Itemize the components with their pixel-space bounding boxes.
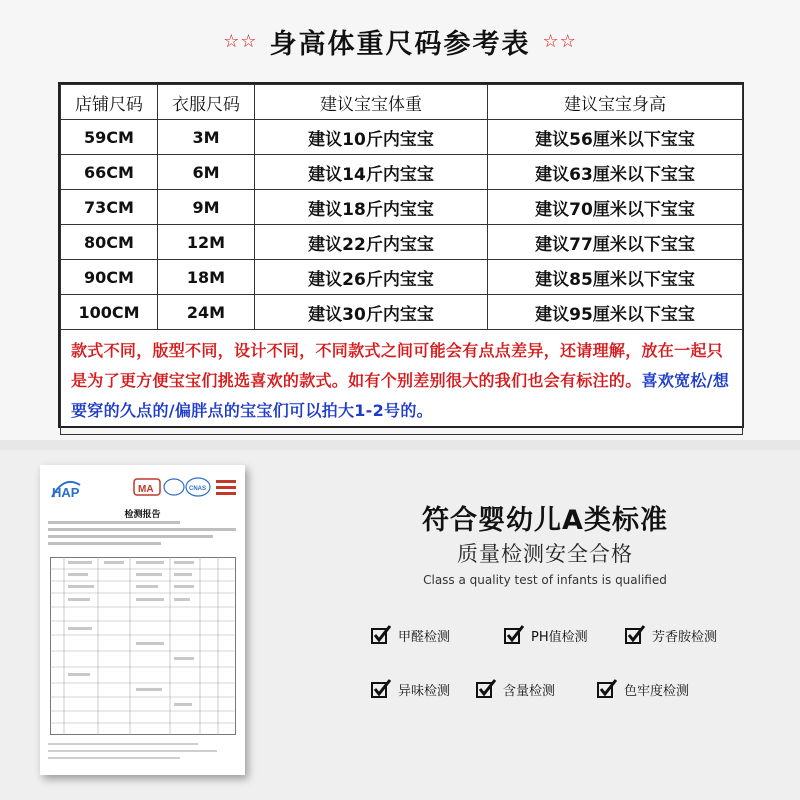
check-item: [624, 624, 717, 646]
size-table: [60, 84, 743, 435]
shop-size-cell: 59CM: [61, 120, 158, 155]
check-item: [475, 678, 555, 700]
size-note-cell: [61, 330, 743, 435]
weight-cell: 建议18斤内宝宝: [255, 190, 488, 225]
checkbox-checked-icon: [370, 678, 392, 700]
check-item: [370, 624, 450, 646]
height-cell: 建议56厘米以下宝宝: [488, 120, 743, 155]
weight-cell: 建议30斤内宝宝: [255, 295, 488, 330]
height-cell: 建议77厘米以下宝宝: [488, 225, 743, 260]
ma-logo: MA: [138, 484, 154, 495]
column-header: 建议宝宝身高: [488, 85, 743, 120]
quality-title: 符合婴幼儿A类标准: [422, 505, 668, 536]
height-cell: 建议85厘米以下宝宝: [488, 260, 743, 295]
check-item: [596, 678, 689, 700]
table-row: [61, 120, 743, 155]
stars-right-icon: ☆☆: [542, 30, 577, 52]
check-label: 色牢度检测: [624, 683, 690, 699]
checkbox-checked-icon: [475, 678, 497, 700]
size-table-container: [58, 82, 744, 428]
check-label: 含量检测: [503, 683, 556, 699]
column-header: 店铺尺码: [61, 85, 158, 120]
table-row: [61, 225, 743, 260]
check-label: 异味检测: [398, 683, 451, 699]
clothes-size-cell: 3M: [158, 120, 255, 155]
cnas-logo: CNAS: [189, 486, 207, 492]
column-header: 建议宝宝体重: [255, 85, 488, 120]
report-title: 检测报告: [124, 510, 161, 520]
clothes-size-cell: 12M: [158, 225, 255, 260]
checkbox-checked-icon: [624, 624, 646, 646]
checkbox-checked-icon: [596, 678, 618, 700]
shop-size-cell: 100CM: [61, 295, 158, 330]
weight-cell: 建议26斤内宝宝: [255, 260, 488, 295]
height-cell: 建议95厘米以下宝宝: [488, 295, 743, 330]
stars-left-icon: ☆☆: [223, 30, 258, 52]
shop-size-cell: 66CM: [61, 155, 158, 190]
weight-cell: 建议22斤内宝宝: [255, 225, 488, 260]
shop-size-cell: 80CM: [61, 225, 158, 260]
check-item: [503, 624, 588, 646]
height-cell: 建议63厘米以下宝宝: [488, 155, 743, 190]
checkbox-checked-icon: [503, 624, 525, 646]
weight-cell: 建议14斤内宝宝: [255, 155, 488, 190]
column-header: 衣服尺码: [158, 85, 255, 120]
shop-size-cell: 90CM: [61, 260, 158, 295]
note-row: [61, 330, 743, 435]
checkbox-checked-icon: [370, 624, 392, 646]
table-row: [61, 295, 743, 330]
check-label: PH值检测: [531, 629, 588, 645]
page-title: 身高体重尺码参考表: [269, 28, 531, 60]
chart-header: [0, 18, 800, 64]
report-footer-lines: [48, 743, 236, 764]
table-row: [61, 155, 743, 190]
quality-english: Class a quality test of infants is qualified: [423, 573, 667, 587]
section-divider: [0, 440, 800, 450]
clothes-size-cell: 6M: [158, 155, 255, 190]
test-report-image: [40, 465, 245, 775]
clothes-size-cell: 24M: [158, 295, 255, 330]
clothes-size-cell: 9M: [158, 190, 255, 225]
check-label: 芳香胺检测: [652, 629, 718, 645]
shop-size-cell: 73CM: [61, 190, 158, 225]
table-row: [61, 190, 743, 225]
height-cell: 建议70厘米以下宝宝: [488, 190, 743, 225]
quality-subtitle: 质量检测安全合格: [457, 542, 633, 566]
check-item: [370, 678, 450, 700]
size-note: [61, 330, 742, 426]
clothes-size-cell: 18M: [158, 260, 255, 295]
report-header-lines: [48, 521, 236, 549]
certification-logos-icon: [46, 473, 238, 503]
table-header-row: [61, 85, 743, 120]
table-row: [61, 260, 743, 295]
check-label: 甲醛检测: [398, 629, 451, 645]
note-red-text: 款式不同，版型不同，设计不同，不同款式之间可能会有点点差异，还请理解，放在一起只是为了更方便宝宝们挑选喜欢的款式。如有个别差别很大的我们也会有标注的。: [71, 341, 724, 390]
note-blue-text: 喜欢宽松/想要穿的久点的/偏胖点的宝宝们可以拍大1-2号的。: [71, 371, 730, 420]
report-logos: [46, 473, 238, 503]
report-table-graphic: [50, 557, 236, 735]
weight-cell: 建议10斤内宝宝: [255, 120, 488, 155]
quality-checks: [370, 620, 750, 720]
hap-logo: HAP: [52, 485, 80, 500]
